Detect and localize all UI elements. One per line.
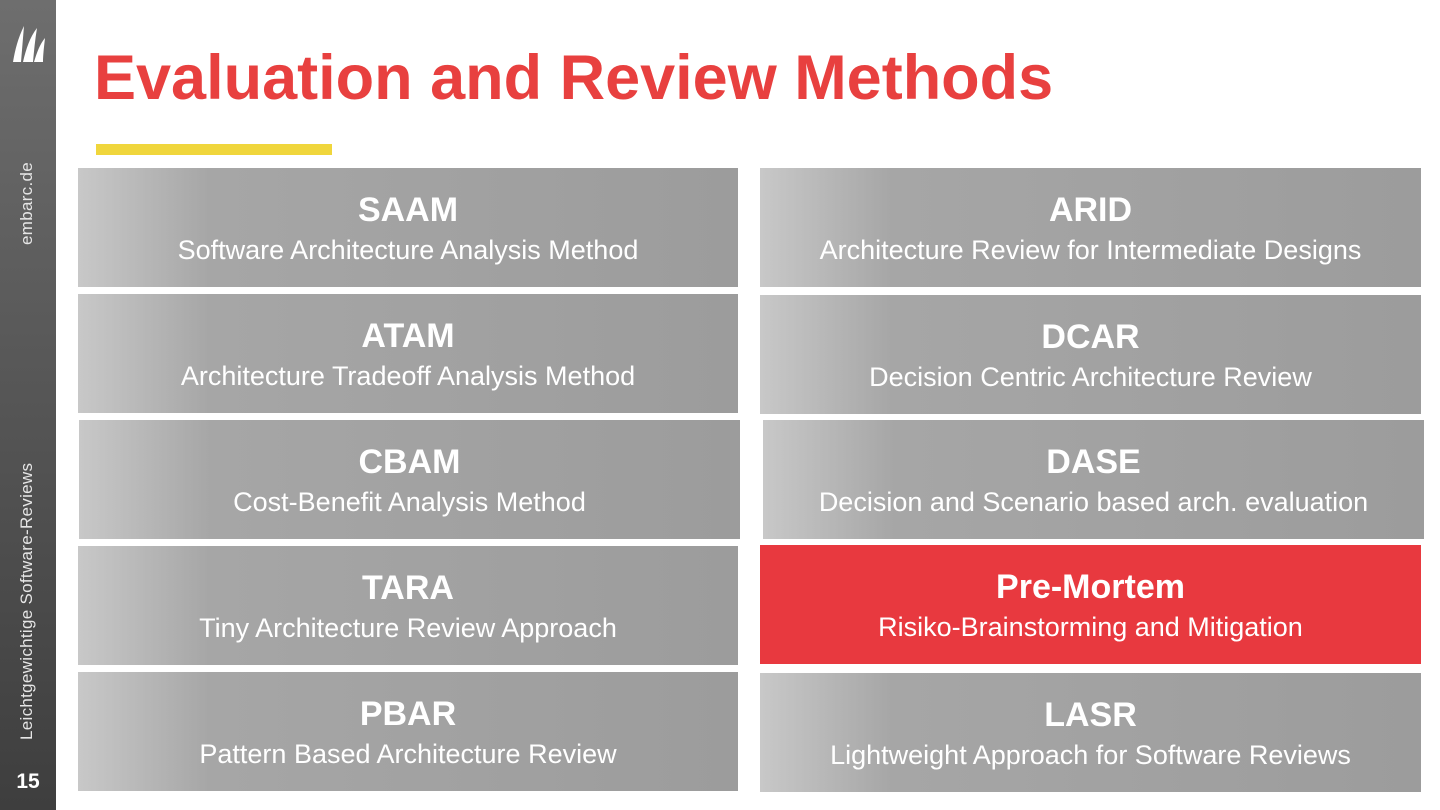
method-tile-tara xyxy=(78,546,738,665)
method-name: Cost-Benefit Analysis Method xyxy=(233,487,586,517)
title-accent-bar xyxy=(96,144,332,155)
method-abbr: DCAR xyxy=(1041,318,1140,356)
method-name: Risiko-Brainstorming and Mitigation xyxy=(878,612,1303,642)
method-abbr: ATAM xyxy=(361,317,455,355)
method-tile-atam xyxy=(78,294,738,413)
page-number: 15 xyxy=(16,770,40,793)
method-abbr: Pre-Mortem xyxy=(996,568,1185,606)
method-tile-saam xyxy=(78,168,738,287)
method-tile-lasr xyxy=(760,673,1421,792)
method-name: Tiny Architecture Review Approach xyxy=(199,613,617,643)
method-name: Lightweight Approach for Software Reviews xyxy=(830,740,1351,770)
method-tile-dase xyxy=(763,420,1424,539)
method-abbr: PBAR xyxy=(359,695,457,733)
sidebar-url: embarc.de xyxy=(17,161,36,245)
method-abbr: ARID xyxy=(1048,191,1133,229)
method-abbr: DASE xyxy=(1046,443,1141,481)
method-name: Pattern Based Architecture Review xyxy=(199,739,617,769)
sidebar-title: Leichtgewichtige Software-Reviews xyxy=(17,462,36,740)
method-name: Decision and Scenario based arch. evaluation xyxy=(818,487,1369,517)
method-name: Decision Centric Architecture Review xyxy=(869,362,1312,392)
method-tile-pbar xyxy=(78,672,738,791)
method-name: Architecture Tradeoff Analysis Method xyxy=(180,361,636,391)
method-tile-dcar xyxy=(760,295,1421,414)
method-abbr: LASR xyxy=(1044,696,1137,734)
method-tile-arid xyxy=(760,168,1421,287)
method-tile-pre-mortem xyxy=(760,545,1421,664)
method-tile-cbam xyxy=(79,420,740,539)
method-name: Architecture Review for Intermediate Designs xyxy=(819,235,1362,265)
method-abbr: TARA xyxy=(362,569,454,607)
method-abbr: SAAM xyxy=(357,191,459,229)
method-abbr: CBAM xyxy=(358,443,461,481)
method-name: Software Architecture Analysis Method xyxy=(177,235,639,265)
sidebar xyxy=(0,0,56,810)
page-title: Evaluation and Review Methods xyxy=(94,43,1054,113)
embarc-sail-logo-icon xyxy=(9,22,47,64)
